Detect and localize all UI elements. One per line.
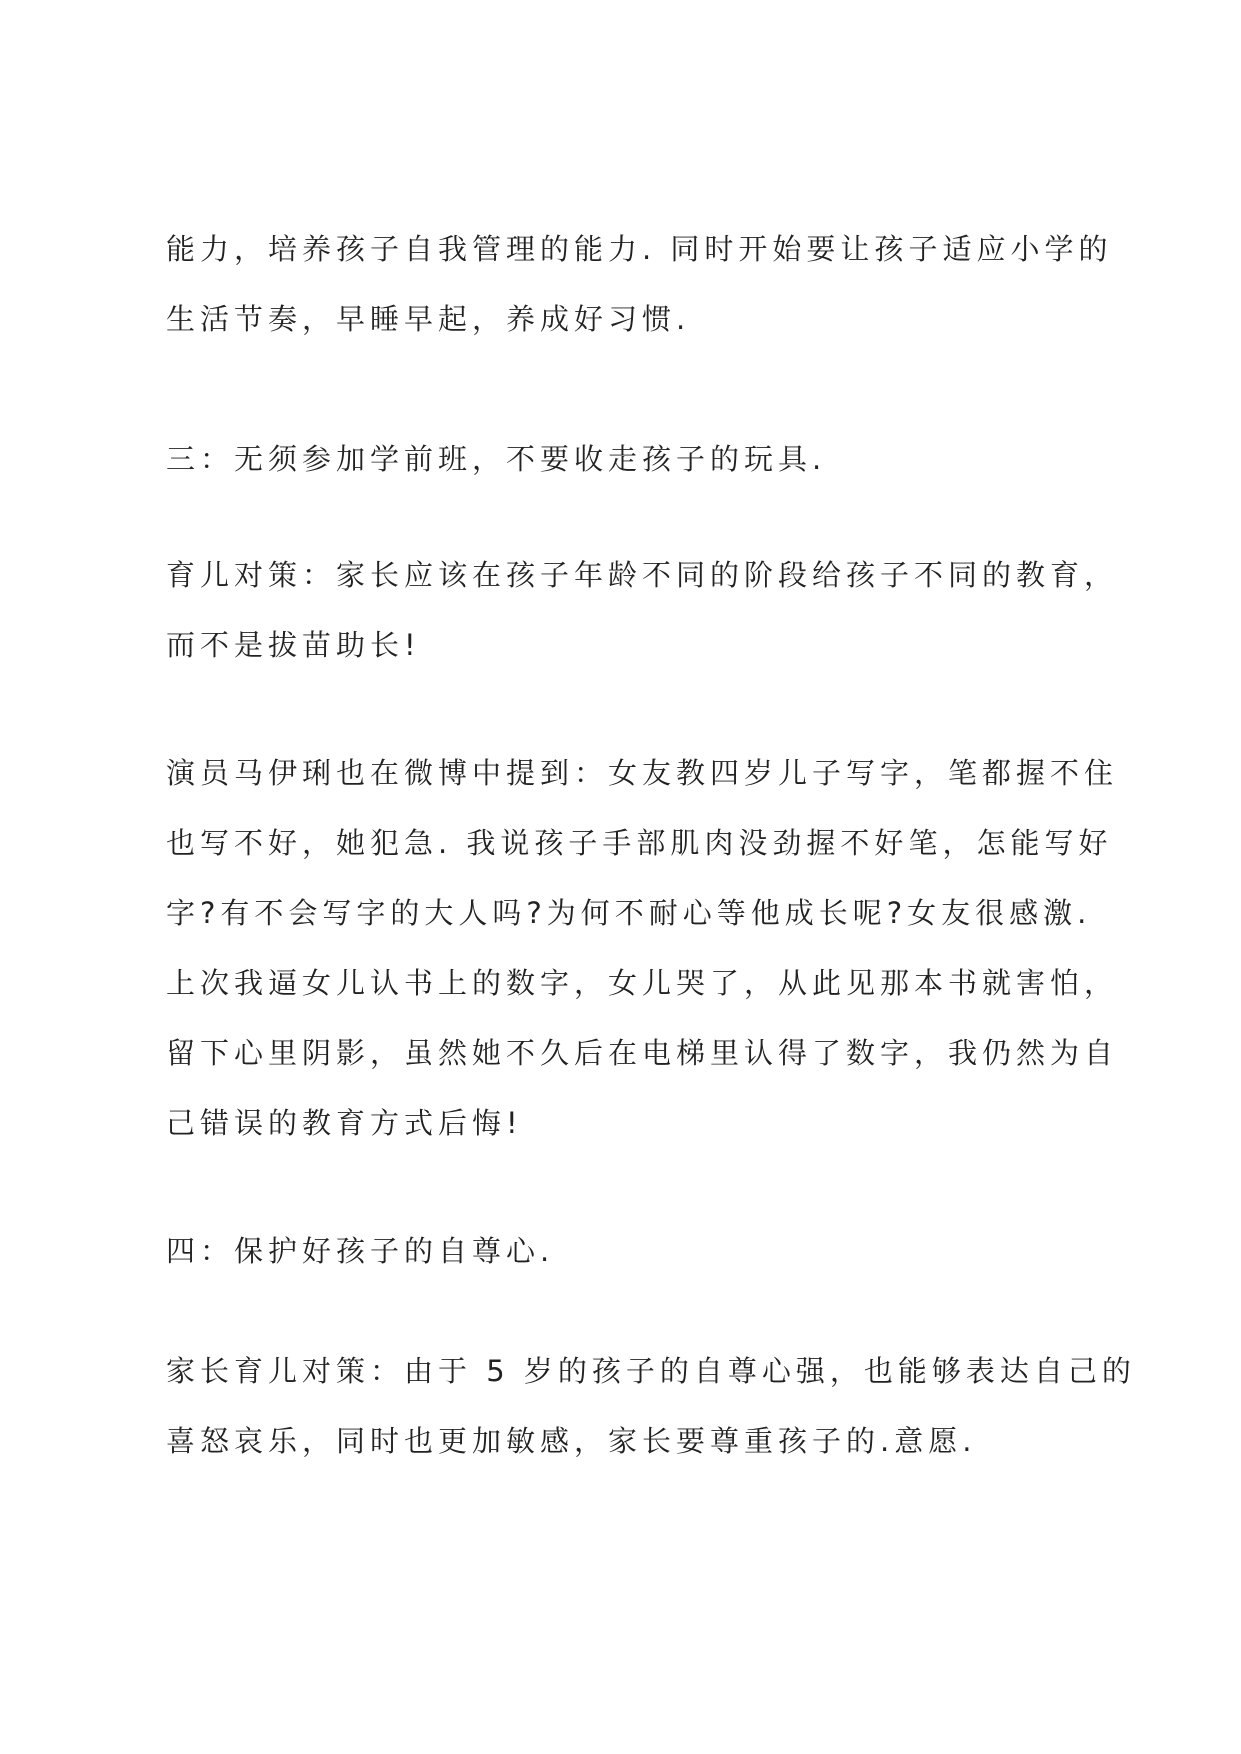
text-line: 演员马伊琍也在微博中提到：女友教四岁儿子写字，笔都握不住 [166,756,1119,790]
text-line: 生活节奏，早睡早起，养成好习惯. [166,302,691,336]
text-line: 留下心里阴影，虽然她不久后在电梯里认得了数字，我仍然为自 [166,1036,1119,1070]
text-line: 家长育儿对策：由于 5 岁的孩子的自尊心强，也能够表达自己的 [166,1354,1136,1388]
text-line: 字?有不会写字的大人吗?为何不耐心等他成长呢?女友很感激. [166,896,1092,930]
section-heading: 三：无须参加学前班，不要收走孩子的玩具. [166,442,827,476]
paragraph-4 [166,738,1119,1158]
text-line: 育儿对策：家长应该在孩子年龄不同的阶段给孩子不同的教育， [166,558,1119,592]
paragraph-2-heading [166,424,1106,494]
paragraph-5-heading [166,1216,1106,1286]
text-line: 己错误的教育方式后悔! [166,1106,523,1140]
text-line: 而不是拔苗助长! [166,628,421,662]
paragraph-6 [166,1336,1136,1476]
paragraph-1 [166,214,1113,354]
text-line: 喜怒哀乐，同时也更加敏感，家长要尊重孩子的.意愿. [166,1424,977,1458]
text-line: 上次我逼女儿认书上的数字，女儿哭了，从此见那本书就害怕， [166,966,1119,1000]
text-line: 能力，培养孩子自我管理的能力. 同时开始要让孩子适应小学的 [166,232,1113,266]
text-line: 也写不好，她犯急. 我说孩子手部肌肉没劲握不好笔，怎能写好 [166,826,1113,860]
paragraph-3 [166,540,1119,680]
section-heading: 四：保护好孩子的自尊心. [166,1234,555,1268]
